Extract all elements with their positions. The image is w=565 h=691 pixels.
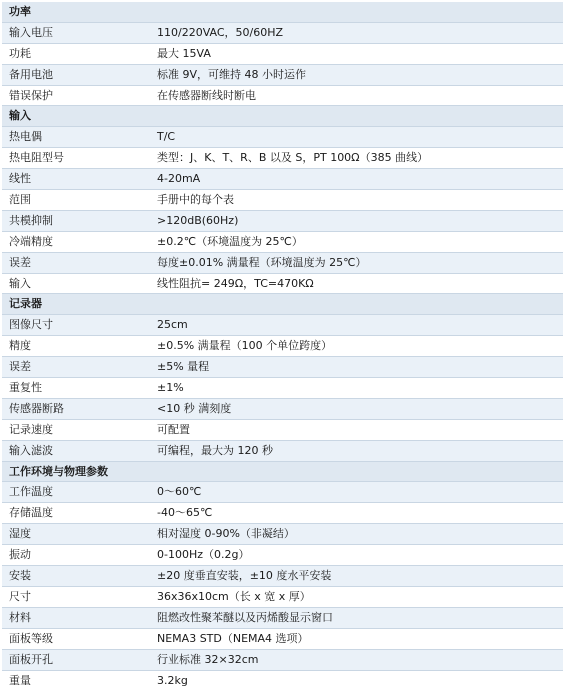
spec-label: 线性: [9, 172, 31, 186]
section-header-row: [2, 462, 563, 483]
spec-value: NEMA3 STD（NEMA4 选项）: [157, 631, 309, 645]
spec-value: -40～65℃: [157, 506, 213, 520]
spec-value: ±0.2℃（环境温度为 25℃）: [157, 234, 303, 248]
spec-label: 共模抑制: [9, 213, 53, 227]
spec-label: 工作温度: [9, 485, 53, 499]
spec-row: [2, 190, 563, 211]
spec-row: [2, 148, 563, 169]
section-title: 记录器: [9, 297, 42, 311]
spec-label: 误差: [9, 255, 31, 269]
spec-label: 图像尺寸: [9, 318, 53, 332]
section-title: 功率: [9, 5, 31, 18]
spec-row: [2, 315, 563, 336]
section-title: 输入: [9, 109, 31, 123]
section-title: 工作环境与物理参数: [9, 464, 108, 478]
spec-value: 相对湿度 0-90%（非凝结）: [157, 527, 295, 541]
spec-label: 功耗: [9, 46, 31, 60]
spec-value: 可编程，最大为 120 秒: [157, 443, 273, 457]
spec-row: [2, 336, 563, 357]
spec-value: ±20 度垂直安装，±10 度水平安装: [157, 569, 332, 583]
spec-label: 热电阻型号: [9, 151, 64, 165]
spec-table: [2, 2, 563, 691]
spec-label: 存储温度: [9, 506, 53, 520]
spec-row: [2, 65, 563, 86]
spec-value: >120dB(60Hz): [157, 213, 239, 227]
spec-label: 输入滤波: [9, 443, 53, 457]
spec-label: 尺寸: [9, 589, 31, 603]
spec-label: 备用电池: [9, 67, 53, 81]
spec-row: [2, 86, 563, 107]
spec-value: T/C: [157, 130, 176, 144]
spec-value: 0-100Hz（0.2g）: [157, 548, 250, 562]
spec-label: 材料: [9, 610, 31, 624]
spec-value: 手册中的每个表: [157, 193, 234, 207]
spec-row: [2, 629, 563, 650]
spec-label: 范围: [9, 193, 31, 207]
spec-value: 标准 9V，可维持 48 小时运作: [157, 67, 307, 81]
spec-value: 3.2kg: [157, 673, 188, 687]
spec-label: 热电偶: [9, 130, 42, 144]
spec-row: [2, 23, 563, 44]
spec-label: 重量: [9, 673, 31, 687]
spec-row: [2, 232, 563, 253]
spec-row: [2, 253, 563, 274]
spec-value: ±1%: [157, 381, 184, 395]
spec-value: 可配置: [157, 422, 190, 436]
spec-value: 每度±0.01% 满量程（环境温度为 25℃）: [157, 255, 367, 269]
spec-value: 阻燃改性聚苯醚以及丙烯酸显示窗口: [157, 610, 333, 624]
spec-row: [2, 420, 563, 441]
spec-row: [2, 566, 563, 587]
spec-label: 冷端精度: [9, 234, 53, 248]
spec-row: [2, 482, 563, 503]
spec-value: 最大 15VA: [157, 46, 211, 60]
spec-row: [2, 274, 563, 295]
spec-label: 面板开孔: [9, 652, 53, 666]
spec-label: 记录速度: [9, 422, 53, 436]
spec-row: [2, 671, 563, 691]
spec-value: 0～60℃: [157, 485, 202, 499]
spec-value: 25cm: [157, 318, 188, 332]
section-header-row: [2, 294, 563, 315]
spec-row: [2, 587, 563, 608]
spec-value: 线性阻抗= 249Ω，TC=470KΩ: [157, 276, 314, 290]
section-header-row: [2, 106, 563, 127]
spec-row: [2, 399, 563, 420]
spec-value: <10 秒 满刻度: [157, 401, 232, 415]
spec-row: [2, 357, 563, 378]
spec-value: 110/220VAC，50/60HZ: [157, 25, 284, 39]
spec-value: 行业标准 32×32cm: [157, 652, 259, 666]
spec-label: 湿度: [9, 527, 31, 541]
spec-row: [2, 608, 563, 629]
spec-label: 错误保护: [9, 88, 53, 102]
spec-label: 输入电压: [9, 25, 53, 39]
spec-row: [2, 378, 563, 399]
spec-row: [2, 545, 563, 566]
spec-row: [2, 44, 563, 65]
spec-label: 精度: [9, 339, 31, 353]
spec-label: 面板等级: [9, 631, 53, 645]
spec-row: [2, 650, 563, 671]
spec-row: [2, 524, 563, 545]
spec-row: [2, 503, 563, 524]
spec-value: 4-20mA: [157, 172, 201, 186]
spec-row: [2, 169, 563, 190]
spec-label: 输入: [9, 276, 31, 290]
spec-label: 传感器断路: [9, 401, 64, 415]
spec-row: [2, 127, 563, 148]
spec-value: ±0.5% 满量程（100 个单位跨度）: [157, 339, 333, 353]
spec-label: 振动: [9, 548, 31, 562]
spec-row: [2, 441, 563, 462]
spec-value: 在传感器断线时断电: [157, 88, 256, 102]
spec-value: 36x36x10cm（长 x 宽 x 厚）: [157, 589, 311, 603]
spec-value: ±5% 量程: [157, 360, 210, 374]
spec-value: 类型：J、K、T、R、B 以及 S，PT 100Ω（385 曲线）: [157, 151, 429, 165]
section-header-row: [2, 2, 563, 23]
spec-label: 误差: [9, 360, 31, 374]
spec-label: 安装: [9, 569, 31, 583]
spec-row: [2, 211, 563, 232]
spec-label: 重复性: [9, 381, 42, 395]
